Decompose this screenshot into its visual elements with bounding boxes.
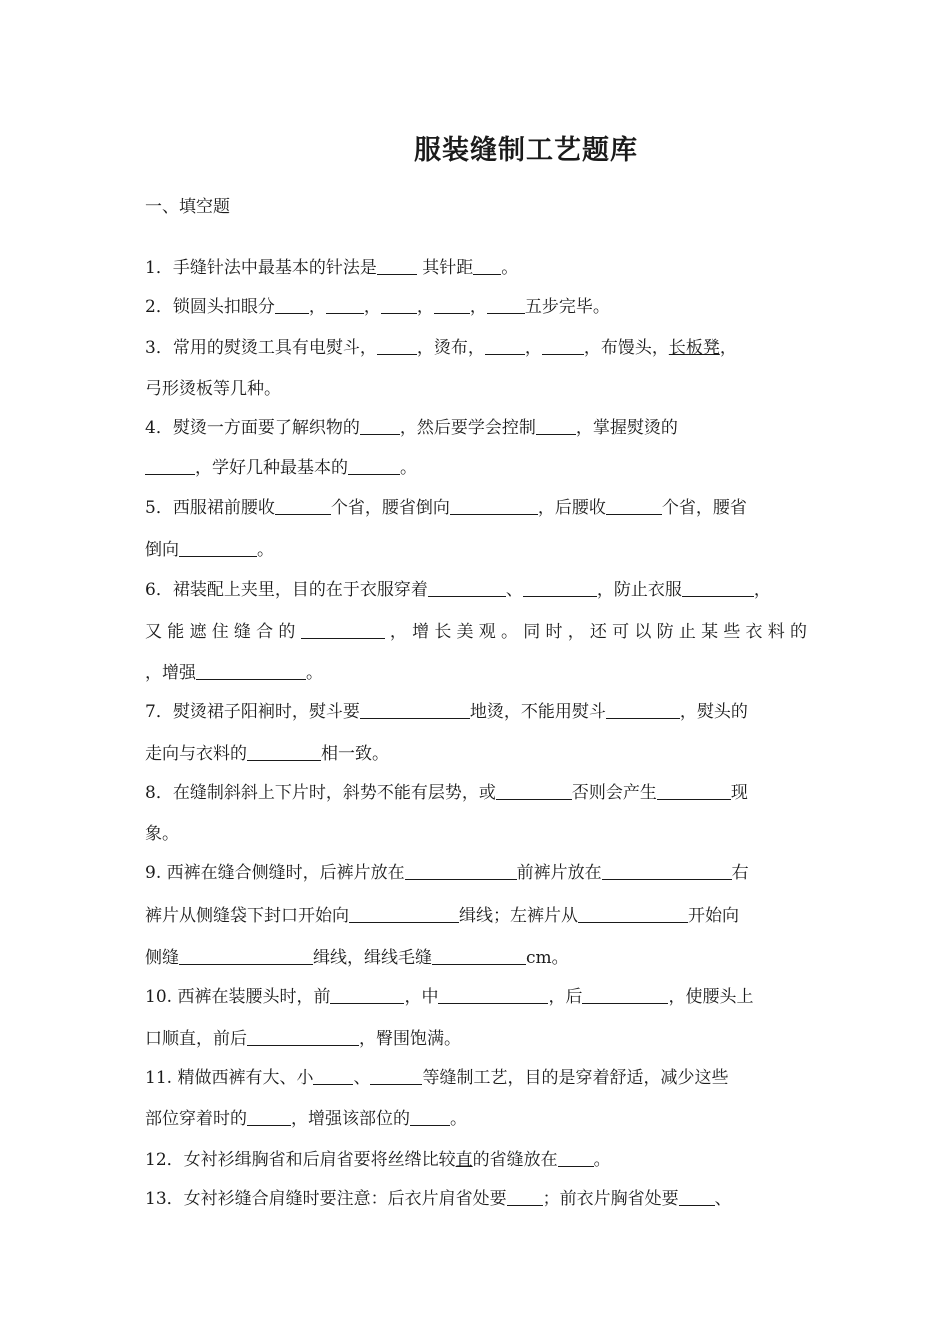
blank[interactable] bbox=[145, 458, 195, 475]
question-2: 2．锁圆头扣眼分 ， ， ， ， 五步完毕。 bbox=[145, 297, 610, 317]
blank[interactable] bbox=[349, 906, 459, 923]
blank[interactable] bbox=[179, 948, 313, 965]
question-8-cont: 象。 bbox=[145, 824, 179, 844]
blank[interactable] bbox=[434, 297, 470, 314]
blank[interactable] bbox=[179, 540, 257, 557]
question-11-cont: 部位穿着时的 ，增强该部位的 。 bbox=[145, 1109, 467, 1129]
question-6-cont: 又能遮住缝合的 ，增长美观。同时，还可以防止某些衣料的 bbox=[145, 622, 808, 642]
question-4-cont: ，学好几种最基本的 。 bbox=[145, 456, 417, 480]
blank[interactable] bbox=[326, 297, 364, 314]
blank[interactable] bbox=[657, 783, 731, 800]
question-13: 13．女衬衫缝合肩缝时要注意：后衣片肩省处要 ；前衣片胸省处要 、 bbox=[145, 1189, 732, 1209]
blank[interactable] bbox=[275, 498, 331, 515]
question-6-cont2: ，增强 。 bbox=[145, 663, 323, 683]
blank[interactable] bbox=[410, 1109, 450, 1126]
question-9-cont2: 侧缝 缉线，缉线毛缝 cm。 bbox=[145, 948, 569, 968]
blank[interactable] bbox=[275, 297, 309, 314]
blank[interactable] bbox=[602, 863, 732, 880]
blank[interactable] bbox=[330, 987, 404, 1004]
blank[interactable] bbox=[558, 1150, 594, 1167]
question-9: 9. 西裤在缝合侧缝时，后裤片放在 前裤片放在 右 bbox=[145, 863, 749, 883]
question-3-cont: 弓形烫板等几种。 bbox=[145, 379, 281, 399]
question-7: 7．熨烫裙子阳裥时，熨斗要 地烫，不能用熨斗 ，熨头的 bbox=[145, 702, 748, 722]
question-7-cont: 走向与衣料的 相一致。 bbox=[145, 744, 389, 764]
question-12: 12．女衬衫缉胸省和后肩省要将丝绺比较直的省缝放在 。 bbox=[145, 1150, 611, 1170]
blank[interactable] bbox=[450, 498, 538, 515]
blank[interactable] bbox=[247, 1109, 291, 1126]
blank[interactable] bbox=[507, 1189, 543, 1206]
blank[interactable] bbox=[405, 863, 517, 880]
blank[interactable] bbox=[487, 297, 525, 314]
blank[interactable] bbox=[360, 702, 470, 719]
blank[interactable] bbox=[582, 987, 668, 1004]
blank[interactable] bbox=[377, 258, 417, 275]
blank[interactable] bbox=[370, 1068, 422, 1085]
blank[interactable] bbox=[682, 580, 754, 597]
blank[interactable] bbox=[301, 622, 385, 639]
question-10: 10. 西裤在装腰头时，前 ，中 ，后 ，使腰头上 bbox=[145, 987, 754, 1007]
question-5-cont: 倒向 。 bbox=[145, 540, 274, 560]
blank[interactable] bbox=[536, 418, 576, 435]
blank[interactable] bbox=[473, 258, 501, 275]
blank[interactable] bbox=[428, 580, 506, 597]
blank[interactable] bbox=[578, 906, 688, 923]
blank[interactable] bbox=[542, 338, 584, 355]
question-1: 1．手缝针法中最基本的针法是 其针距 。 bbox=[145, 258, 519, 278]
page-title: 服装缝制工艺题库 bbox=[414, 135, 638, 166]
blank[interactable] bbox=[496, 783, 572, 800]
question-6: 6．裙装配上夹里，目的在于衣服穿着 、 ，防止衣服 ， bbox=[145, 580, 771, 600]
question-5: 5．西服裙前腰收 个省，腰省倒向 ，后腰收 个省，腰省 bbox=[145, 498, 747, 518]
question-10-cont: 口顺直，前后 ，臀围饱满。 bbox=[145, 1029, 461, 1049]
blank[interactable] bbox=[606, 498, 662, 515]
question-9-cont: 裤片从侧缝袋下封口开始向 缉线；左裤片从 开始向 bbox=[145, 906, 739, 926]
blank[interactable] bbox=[247, 744, 321, 761]
blank[interactable] bbox=[432, 948, 526, 965]
blank[interactable] bbox=[196, 663, 306, 680]
blank[interactable] bbox=[606, 702, 680, 719]
question-3: 3．常用的熨烫工具有电熨斗， ，烫布， ， ，布馒头，长板凳， bbox=[145, 338, 737, 358]
question-4: 4．熨烫一方面要了解织物的 ，然后要学会控制 ，掌握熨烫的 bbox=[145, 418, 678, 438]
blank[interactable] bbox=[438, 987, 548, 1004]
blank[interactable] bbox=[247, 1029, 359, 1046]
blank[interactable] bbox=[381, 297, 417, 314]
question-8: 8．在缝制斜斜上下片时，斜势不能有层势，或 否则会产生 现 bbox=[145, 783, 748, 803]
blank[interactable] bbox=[679, 1189, 715, 1206]
blank[interactable] bbox=[360, 418, 400, 435]
blank[interactable] bbox=[523, 580, 597, 597]
blank[interactable] bbox=[377, 338, 417, 355]
blank[interactable] bbox=[485, 338, 525, 355]
question-11: 11. 精做西裤有大、小 、 等缝制工艺，目的是穿着舒适，减少这些 bbox=[145, 1068, 729, 1088]
blank[interactable] bbox=[348, 458, 400, 475]
blank[interactable] bbox=[313, 1068, 353, 1085]
section-heading: 一、填空题 bbox=[145, 197, 230, 217]
